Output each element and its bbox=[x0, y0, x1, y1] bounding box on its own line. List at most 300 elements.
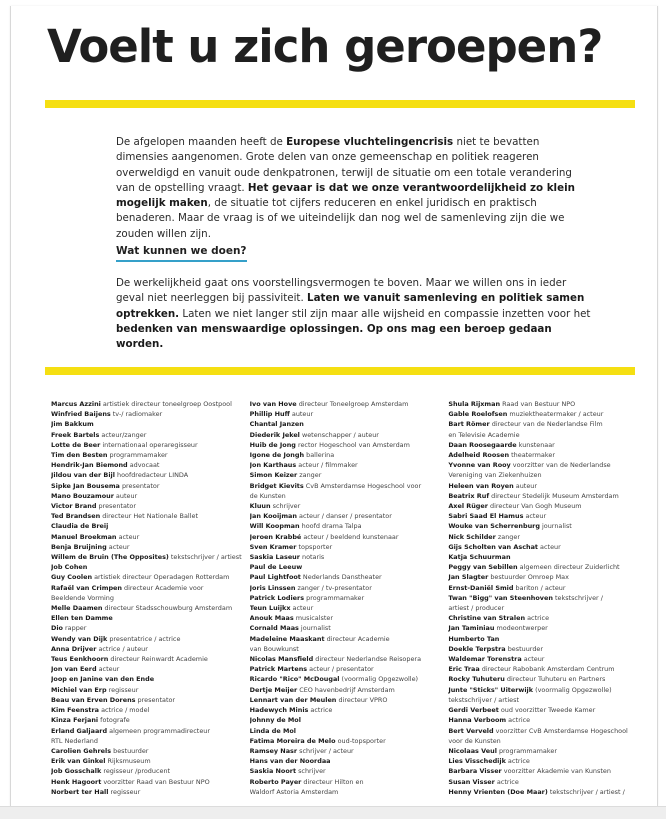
signatory-name: Erik van Ginkel bbox=[51, 757, 106, 766]
signatory-line bbox=[51, 481, 246, 491]
signatory-role: Rijksmuseum bbox=[105, 757, 151, 766]
signatory-name: Lotte de Beer bbox=[51, 440, 101, 449]
signatory-line bbox=[250, 399, 445, 409]
signatory-name: Shula Rijxman bbox=[448, 400, 501, 408]
signatory-line bbox=[448, 746, 641, 756]
signatory-name: Winfried Baijens bbox=[51, 410, 111, 419]
signatory-name: Yvonne van Rooy bbox=[448, 461, 511, 470]
signatory-name: Saskia Noort bbox=[249, 767, 297, 776]
signatory-line bbox=[51, 726, 246, 736]
signatory-name: Paul de Leeuw bbox=[249, 563, 303, 572]
signatory-line bbox=[250, 552, 445, 562]
signatory-line bbox=[250, 572, 445, 582]
signatory-role: voorzitter Akademie van Kunsten bbox=[501, 767, 611, 776]
signatory-role: algemeen directeur Zuiderlicht bbox=[517, 563, 620, 572]
yellow-divider-top bbox=[45, 100, 635, 108]
signatory-name: Hendrik-Jan Biemond bbox=[51, 461, 128, 470]
signatory-role: modeontwerper bbox=[494, 624, 548, 633]
signatory-line bbox=[250, 613, 445, 623]
body-text: Laten we niet langer stil zijn maar alle wijsheid en compassie inzetten voor het bbox=[179, 307, 591, 320]
signatory-line bbox=[51, 736, 246, 746]
signatory-name: Jon Karthaus bbox=[249, 461, 297, 470]
signatory-role: presentator bbox=[119, 481, 160, 490]
signatory-line bbox=[448, 644, 641, 654]
signatory-role: acteur / danser / presentator bbox=[297, 512, 392, 521]
signatory-name: Patrick Lodiers bbox=[249, 593, 305, 602]
signatory-line bbox=[51, 746, 246, 756]
signatory-line bbox=[250, 736, 445, 746]
signatory-line bbox=[250, 419, 445, 429]
body-text: niet te bevatten dimensies aangenomen. Grote delen van onze gemeenschap en politiek reageren overweldigd en vanuit oude denkpatronen, terwijl de situatie om een totale verandering van de opstelling vraagt. bbox=[116, 136, 572, 194]
signatory-role: acteur bbox=[96, 665, 120, 674]
signatory-line bbox=[250, 644, 445, 654]
signatory-line bbox=[250, 593, 445, 603]
signatory-line bbox=[250, 726, 445, 736]
signatory-role: directeur Reinwardt Academie bbox=[108, 655, 208, 664]
signatory-name: Jim Bakkum bbox=[51, 420, 94, 429]
signatory-role: tekstschrijver / artiest bbox=[168, 553, 242, 562]
signatory-name: Beatrix Ruf bbox=[448, 491, 490, 500]
signatory-role: directeur Van Gogh Museum bbox=[487, 502, 582, 511]
signatory-line bbox=[250, 470, 445, 480]
signatory-line bbox=[51, 766, 246, 776]
signatory-role: CEO havenbedrijf Amsterdam bbox=[297, 685, 395, 694]
signatory-line bbox=[448, 736, 641, 746]
signatory-name: Anouk Maas bbox=[249, 614, 294, 623]
signatory-line bbox=[250, 583, 445, 593]
signatory-name: Hans van der Noordaa bbox=[249, 757, 331, 766]
signatory-name: Paul Lightfoot bbox=[249, 573, 301, 582]
signatory-line bbox=[250, 674, 445, 684]
signatory-role: programmamaker bbox=[496, 746, 557, 755]
signatory-role: algemeen programmadirecteur bbox=[107, 726, 211, 735]
signatory-line bbox=[250, 695, 445, 705]
signatory-role: actrice bbox=[308, 706, 333, 715]
signatory-name: Adelheid Roosen bbox=[448, 451, 510, 460]
page-bottom-edge bbox=[0, 806, 666, 819]
signatory-line bbox=[250, 705, 445, 715]
signatory-role: regisseur bbox=[106, 685, 139, 694]
signatory-name: Jan Slagter bbox=[448, 573, 489, 582]
signatory-role: CvB Amsterdamse Hogeschool voor bbox=[303, 481, 422, 490]
signatory-name: Teun Luijkx bbox=[249, 604, 291, 613]
signatory-role: voorzitter CvB Amsterdamse Hogeschool bbox=[493, 726, 628, 735]
signatory-role: acteur / filmmaker bbox=[296, 461, 358, 470]
signatory-line bbox=[448, 521, 641, 531]
signatory-line bbox=[448, 409, 641, 419]
signatory-role: tekstschrijver / artiest bbox=[448, 695, 520, 704]
signatory-role: auteur bbox=[113, 491, 138, 500]
intro-paragraph bbox=[116, 135, 591, 242]
signatory-name: Ramsey Nasr bbox=[249, 746, 298, 755]
signatory-role: acteur bbox=[116, 532, 140, 541]
signatory-role: directeur van de Nederlandse Film bbox=[489, 420, 603, 429]
signatory-role: directeur Het Nationale Ballet bbox=[100, 512, 198, 521]
signatory-line bbox=[448, 511, 641, 521]
signatory-name: Madeleine Maaskant bbox=[249, 634, 325, 643]
signatory-role: acteur/zanger bbox=[99, 430, 147, 439]
signatory-line bbox=[51, 532, 246, 542]
signatory-name: Erland Galjaard bbox=[51, 726, 108, 735]
signatory-name: Ernst-Daniël Smid bbox=[448, 583, 514, 592]
signatory-role: van Bouwkunst bbox=[249, 644, 299, 653]
signatory-name: Melle Daamen bbox=[51, 604, 103, 613]
signatory-line bbox=[51, 664, 246, 674]
signatory-name: Fatima Moreira de Melo bbox=[249, 736, 336, 745]
signatory-name: Patrick Martens bbox=[249, 665, 308, 674]
signatory-line bbox=[51, 409, 246, 419]
signatory-role: directeur Stadsschouwburg Amsterdam bbox=[102, 604, 233, 613]
signatory-name: Nick Schilder bbox=[448, 532, 496, 541]
signatory-name: Cornald Maas bbox=[249, 624, 299, 633]
signatory-name: Peggy van Sebillen bbox=[448, 563, 518, 572]
signatory-line bbox=[250, 715, 445, 725]
signatory-line bbox=[51, 777, 246, 787]
signatory-name: Axel Rüger bbox=[448, 502, 488, 511]
signatory-line bbox=[51, 674, 246, 684]
signatory-name: Chantal Janzen bbox=[249, 420, 304, 429]
signatory-line bbox=[448, 787, 641, 797]
signatory-line bbox=[448, 542, 641, 552]
signatory-line bbox=[250, 746, 445, 756]
signatory-name: Marcus Azzini bbox=[51, 400, 101, 408]
signatory-name: Kluun bbox=[249, 502, 271, 511]
signatory-line bbox=[250, 685, 445, 695]
signatory-line bbox=[250, 481, 445, 491]
signatory-name: Teus Eenkhoorn bbox=[51, 655, 109, 664]
signatory-line bbox=[448, 460, 641, 470]
signatory-role: muziektheatermaker / acteur bbox=[507, 410, 604, 419]
signatory-name: Ted Brandsen bbox=[51, 512, 101, 521]
signatory-name: Heleen van Royen bbox=[448, 481, 514, 490]
signatory-role: journalist bbox=[539, 522, 572, 531]
signatory-role: actrice / auteur bbox=[96, 644, 148, 653]
signatory-line bbox=[250, 409, 445, 419]
signatory-role: programmamaker bbox=[107, 451, 168, 460]
body-text: , de situatie tot cijfers reduceren en enkel juridisch en praktisch benaderen. Maar de vraag is of we uiteindelijk dan nog wel de samenleving zijn die we zouden willen zijn. bbox=[116, 197, 565, 240]
signatory-line bbox=[448, 562, 641, 572]
signatory-line bbox=[51, 756, 246, 766]
signatory-line bbox=[51, 521, 246, 531]
signatory-name: Eric Traa bbox=[448, 665, 480, 674]
signatory-line bbox=[51, 460, 246, 470]
signatory-role: kunstenaar bbox=[516, 440, 555, 449]
signatory-name: Ellen ten Damme bbox=[51, 614, 113, 623]
signatory-name: Jon van Eerd bbox=[51, 665, 97, 674]
signatory-line bbox=[51, 501, 246, 511]
call-to-action-paragraph bbox=[116, 276, 591, 352]
signatory-role: directeur Toneelgroep Amsterdam bbox=[296, 400, 409, 408]
signatory-role: directeur VPRO bbox=[336, 695, 388, 704]
signatory-line bbox=[250, 542, 445, 552]
signatory-line bbox=[448, 634, 641, 644]
signatory-name: Hanna Verboom bbox=[448, 716, 507, 725]
signatory-role: (voormalig Opgezwolle) bbox=[533, 685, 612, 694]
signatory-role: zanger bbox=[297, 471, 322, 480]
signatory-role: programmamaker bbox=[304, 593, 365, 602]
signatory-name: Carolien Gehrels bbox=[51, 746, 112, 755]
signatory-line bbox=[448, 450, 641, 460]
signatory-line bbox=[250, 603, 445, 613]
signatory-line bbox=[250, 491, 445, 501]
signatory-line bbox=[51, 470, 246, 480]
signatory-role: wetenschapper / auteur bbox=[299, 430, 379, 439]
signatory-role: musicalster bbox=[293, 614, 333, 623]
signatory-line bbox=[51, 511, 246, 521]
signatory-role: Raad van Bestuur NPO bbox=[500, 400, 576, 408]
signatory-name: Waldemar Torenstra bbox=[448, 655, 522, 664]
signatory-line bbox=[448, 674, 641, 684]
signatory-role: hoofdredacteur LINDA bbox=[114, 471, 189, 480]
signatory-name: Christine van Stralen bbox=[448, 614, 526, 623]
signatory-name: Phillip Huff bbox=[249, 410, 290, 419]
body-text: De werkelijkheid gaat ons voorstellingsvermogen te boven. Maar we willen ons in ieder geval niet neerleggen bij passiviteit. bbox=[116, 277, 567, 305]
signatory-line bbox=[448, 623, 641, 633]
signatory-line bbox=[448, 664, 641, 674]
signatory-role: theatermaker bbox=[509, 451, 555, 460]
signatory-name: Jan Kooijman bbox=[249, 512, 297, 521]
signatory-line bbox=[448, 419, 641, 429]
signatory-name: Roberto Payer bbox=[249, 777, 302, 786]
signatory-role: oud-topsporter bbox=[335, 736, 386, 745]
signatory-name: Sabri Saad El Hamus bbox=[448, 512, 524, 521]
signatory-role: RTL Nederland bbox=[51, 736, 98, 745]
signatory-role: presentatrice / actrice bbox=[107, 634, 181, 643]
signatory-name: Joop en Janine van den Ende bbox=[51, 675, 155, 684]
signatory-role: oud voorzitter Tweede Kamer bbox=[498, 706, 596, 715]
signatory-name: Sipke Jan Bousema bbox=[51, 481, 120, 490]
signatory-role: Beeldende Vorming bbox=[51, 593, 114, 602]
signatory-name: Doekle Terpstra bbox=[448, 644, 506, 653]
signatory-role: directeur Hilton en bbox=[301, 777, 364, 786]
signatory-line bbox=[51, 583, 246, 593]
signatory-role: actrice / model bbox=[99, 706, 150, 715]
signatory-name: Job Gosschalk bbox=[51, 767, 102, 776]
signatory-role: acteur bbox=[290, 604, 314, 613]
signatory-line bbox=[448, 399, 641, 409]
signatory-name: Linda de Mol bbox=[249, 726, 296, 735]
signatory-line bbox=[250, 511, 445, 521]
signatory-line bbox=[448, 501, 641, 511]
signatory-role: artistiek directeur toneelgroep Oostpool bbox=[100, 400, 232, 408]
signatory-name: Barbara Visser bbox=[448, 767, 502, 776]
signatory-line bbox=[51, 440, 246, 450]
signatory-line bbox=[448, 777, 641, 787]
signatory-role: directeur Tuhuteru en Partners bbox=[504, 675, 606, 684]
signatory-line bbox=[51, 491, 246, 501]
signatory-role: en Televisie Academie bbox=[448, 430, 520, 439]
signatory-line bbox=[250, 532, 445, 542]
signatory-line bbox=[250, 777, 445, 787]
signatory-line bbox=[51, 552, 246, 562]
signatory-role: directeur Stedelijk Museum Amsterdam bbox=[489, 491, 619, 500]
signatories-list bbox=[51, 399, 641, 799]
signatory-name: Ricardo "Rico" McDougal bbox=[249, 675, 340, 684]
signatory-line bbox=[448, 756, 641, 766]
signatory-role: regisseur /producent bbox=[101, 767, 171, 776]
signatory-line bbox=[51, 542, 246, 552]
signatory-line bbox=[448, 470, 641, 480]
signatory-line bbox=[51, 593, 246, 603]
signatory-role: directeur Nederlandse Reisopera bbox=[313, 655, 422, 664]
signatory-role: rapper bbox=[62, 624, 87, 633]
signatory-role: voorzitter Raad van Bestuur NPO bbox=[101, 777, 210, 786]
signatory-line bbox=[51, 715, 246, 725]
signatory-role: directeur Academie bbox=[324, 634, 390, 643]
signatory-name: Kinza Ferjani bbox=[51, 716, 99, 725]
signatory-line bbox=[51, 572, 246, 582]
signatory-role: bariton / acteur bbox=[513, 583, 566, 592]
yellow-divider-middle bbox=[45, 367, 635, 375]
signatory-line bbox=[250, 756, 445, 766]
signatory-line bbox=[51, 634, 246, 644]
signatory-line bbox=[448, 552, 641, 562]
signatory-line bbox=[51, 705, 246, 715]
signatory-name: Bert Verveld bbox=[448, 726, 494, 735]
signatory-line bbox=[250, 654, 445, 664]
signatory-role: zanger / tv-presentator bbox=[295, 583, 372, 592]
emphasis-text: Europese vluchtelingencrisis bbox=[286, 136, 454, 148]
signatory-line bbox=[448, 440, 641, 450]
signatory-line bbox=[448, 685, 641, 695]
signatory-line bbox=[250, 440, 445, 450]
signatory-line bbox=[51, 787, 246, 797]
signatory-role: acteur bbox=[106, 542, 130, 551]
signatory-line bbox=[448, 726, 641, 736]
signatory-name: Manuel Broekman bbox=[51, 532, 117, 541]
signatory-name: Claudia de Breij bbox=[51, 522, 109, 531]
signatory-name: Johnny de Mol bbox=[249, 716, 301, 725]
signatory-line bbox=[448, 572, 641, 582]
signatory-role: tv-/ radiomaker bbox=[110, 410, 163, 419]
signatory-role: acteur bbox=[538, 542, 561, 551]
signatory-name: Jeroen Krabbé bbox=[249, 532, 302, 541]
signatory-line bbox=[448, 593, 641, 603]
signatory-role: topsporter bbox=[296, 542, 333, 551]
signatory-line bbox=[51, 399, 246, 409]
signatory-role: artistiek directeur Operadagen Rotterdam bbox=[92, 573, 230, 582]
signatory-role: fotografe bbox=[98, 716, 130, 725]
signatory-name: Igone de Jongh bbox=[249, 451, 305, 460]
signatory-role: tekstschrijver / bbox=[552, 593, 603, 602]
signatory-line bbox=[448, 695, 641, 705]
signatory-line bbox=[448, 491, 641, 501]
signatory-role: schrijver bbox=[270, 502, 301, 511]
signatory-name: Humberto Tan bbox=[448, 634, 500, 643]
signatory-role: bestuurder Omroep Max bbox=[488, 573, 569, 582]
signatory-role: Waldorf Astoria Amsterdam bbox=[249, 787, 339, 796]
signatory-name: Lies Visschedijk bbox=[448, 757, 506, 766]
signatory-role: zanger bbox=[495, 532, 520, 541]
signatory-name: Nicolas Mansfield bbox=[249, 655, 314, 664]
signatory-line bbox=[448, 532, 641, 542]
signatory-name: Wouke van Scherrenburg bbox=[448, 522, 540, 531]
signatory-name: Tim den Besten bbox=[51, 451, 108, 460]
signatory-line bbox=[448, 715, 641, 725]
signatory-role: internationaal operaregisseur bbox=[100, 440, 198, 449]
signatory-line bbox=[250, 766, 445, 776]
signatory-role: hoofd drama Talpa bbox=[299, 522, 362, 531]
signatory-name: Henny Vrienten (Doe Maar) bbox=[448, 787, 548, 796]
signatory-role: ballerina bbox=[304, 451, 335, 460]
signatory-role: acteur bbox=[523, 512, 547, 521]
signatory-role: rector Hogeschool van Amsterdam bbox=[295, 440, 410, 449]
signatory-role: de Kunsten bbox=[249, 491, 286, 500]
signatory-name: Job Cohen bbox=[51, 563, 88, 572]
signatory-name: Jan Taminiau bbox=[448, 624, 495, 633]
signatory-role: schrijver / acteur bbox=[297, 746, 354, 755]
signatory-line bbox=[51, 419, 246, 429]
signatory-name: Bart Römer bbox=[448, 420, 490, 429]
emphasis-text: Laten we vanuit samenleving en politiek samen optrekken. bbox=[116, 292, 585, 320]
signatory-role: Vereniging van Ziekenhuizen bbox=[448, 471, 542, 480]
signatory-line bbox=[51, 430, 246, 440]
signatory-name: Wendy van Dijk bbox=[51, 634, 108, 643]
signatories-column-2 bbox=[250, 399, 445, 799]
signatory-role: bestuurder bbox=[111, 746, 149, 755]
signatory-role: Nederlands Danstheater bbox=[300, 573, 382, 582]
signatory-name: Huib de Jong bbox=[249, 440, 296, 449]
signatory-name: Dio bbox=[51, 624, 63, 633]
signatory-name: Gable Roelofsen bbox=[448, 410, 508, 419]
signatory-role: acteur / beeldend kunstenaar bbox=[301, 532, 399, 541]
signatory-role: regisseur bbox=[108, 787, 141, 796]
signatory-role: artiest / producer bbox=[448, 604, 505, 613]
signatory-name: Rafaël van Crimpen bbox=[51, 583, 122, 592]
signatory-role: auteur bbox=[289, 410, 314, 419]
signatory-line bbox=[250, 501, 445, 511]
signatory-role: journalist bbox=[298, 624, 331, 633]
page-title: Voelt u zich geroepen? bbox=[47, 20, 603, 73]
signatory-role: voorzitter van de Nederlandse bbox=[510, 461, 611, 470]
section-heading: Wat kunnen we doen? bbox=[116, 245, 247, 262]
signatory-line bbox=[51, 695, 246, 705]
signatory-role: presentator bbox=[96, 502, 137, 511]
signatory-role: auteur bbox=[513, 481, 538, 490]
signatory-line bbox=[250, 664, 445, 674]
signatory-name: Saskia Laseur bbox=[249, 553, 300, 562]
signatory-line bbox=[51, 623, 246, 633]
signatory-role: actrice bbox=[505, 757, 530, 766]
signatory-role: actrice bbox=[494, 777, 519, 786]
signatory-line bbox=[250, 562, 445, 572]
signatory-line bbox=[51, 613, 246, 623]
signatory-name: Diederik Jekel bbox=[249, 430, 300, 439]
signatory-line bbox=[51, 603, 246, 613]
signatory-line bbox=[51, 644, 246, 654]
signatory-line bbox=[51, 685, 246, 695]
document-page bbox=[10, 6, 658, 806]
signatories-column-1 bbox=[51, 399, 246, 799]
signatory-role: directeur Academie voor bbox=[122, 583, 204, 592]
signatory-name: Benja Bruijning bbox=[51, 542, 107, 551]
signatory-role: directeur Rabobank Amsterdam Centrum bbox=[479, 665, 615, 674]
signatory-role: tekstschrijver / artiest / bbox=[547, 787, 625, 796]
signatory-role: bestuurder bbox=[505, 644, 544, 653]
signatory-name: Daan Roosegaarde bbox=[448, 440, 517, 449]
signatory-name: Will Koopman bbox=[249, 522, 300, 531]
signatory-name: Sven Kramer bbox=[249, 542, 297, 551]
signatory-name: Twan "Bigg" van Steenhoven bbox=[448, 593, 553, 602]
signatory-name: Hadewych Minis bbox=[249, 706, 309, 715]
body-text: De afgelopen maanden heeft de bbox=[116, 136, 287, 148]
signatory-line bbox=[250, 450, 445, 460]
signatory-role: (voormalig Opgezwolle) bbox=[339, 675, 419, 684]
signatory-role: advocaat bbox=[127, 461, 160, 470]
signatory-role: voor de Kunsten bbox=[448, 736, 501, 745]
signatory-line bbox=[250, 623, 445, 633]
signatory-name: Joris Linssen bbox=[249, 583, 296, 592]
